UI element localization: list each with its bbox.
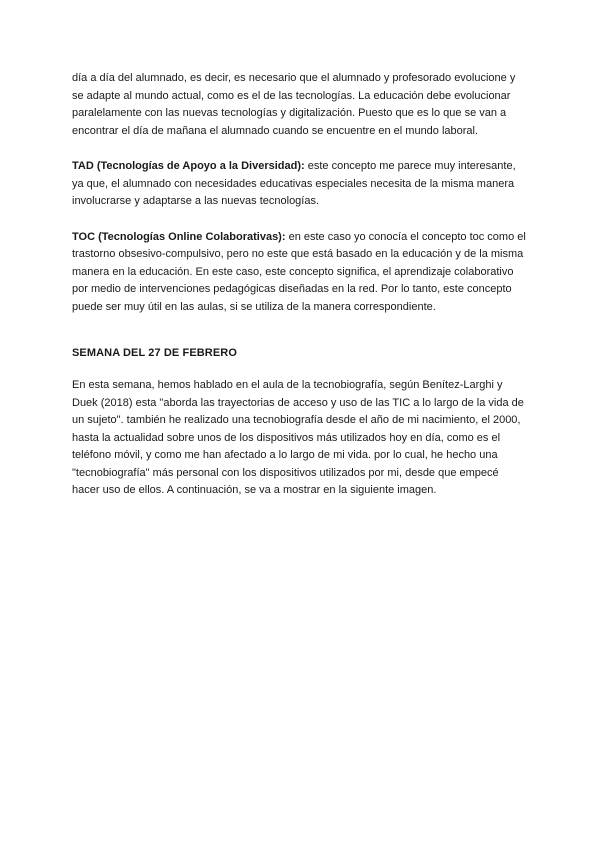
tad-text: este concepto me parece muy interesante, ya que, el alumnado con necesidades educativas especiales necesita de la misma manera involucrarse y adaptarse a las nuevas tecnologías. xyxy=(72,160,516,207)
section-heading: SEMANA DEL 27 DE FEBRERO xyxy=(72,347,237,359)
toc-text: en este caso yo conocía el concepto toc como el trastorno obsesivo-compulsivo, pero no este que está basado en la educación y de la misma manera en la educación. En este caso, este concepto significa, el aprendizaje colaborativo por medio de intervenciones pedagógicas diseñadas en la red. Por lo tanto, este concepto puede ser muy útil en las aulas, si se utiliza de la manera correspondiente. xyxy=(72,230,526,313)
intro-paragraph: día a día del alumnado, es decir, es necesario que el alumnado y profesorado evolucione y se adapte al mundo actual, como es el de las tecnologías. La educación debe evolucionar paralelamente con las nuevas tecnologías y digitalización. Puesto que es lo que se van a encontrar el día de mañana el alumnado cuando se encuentre en el mundo laboral. xyxy=(72,72,516,137)
tad-paragraph xyxy=(72,158,528,211)
section-body: En esta semana, hemos hablado en el aula de la tecnobiografía, según Benítez-Larghi y Duek (2018) esta "aborda las trayectorias de acceso y uso de las TIC a lo largo de la vida de un sujeto". también he realizado una tecnobiografía desde el año de mi nacimiento, el 2000, hasta la actualidad sobre unos de los dispositivos más utilizados hoy en día, como es el teléfono móvil, y como me han afectado a lo largo de mi vida. por lo cual, he hecho una "tecnobiografía" más personal con los dispositivos utilizados por mi, desde que empecé hacer uso de ellos. A continuación, se va a mostrar en la siguiente imagen. xyxy=(72,379,524,496)
toc-term: TOC (Tecnologías Online Colaborativas): xyxy=(72,230,286,243)
toc-paragraph xyxy=(72,229,528,317)
tad-term: TAD (Tecnologías de Apoyo a la Diversidad): xyxy=(72,160,305,172)
